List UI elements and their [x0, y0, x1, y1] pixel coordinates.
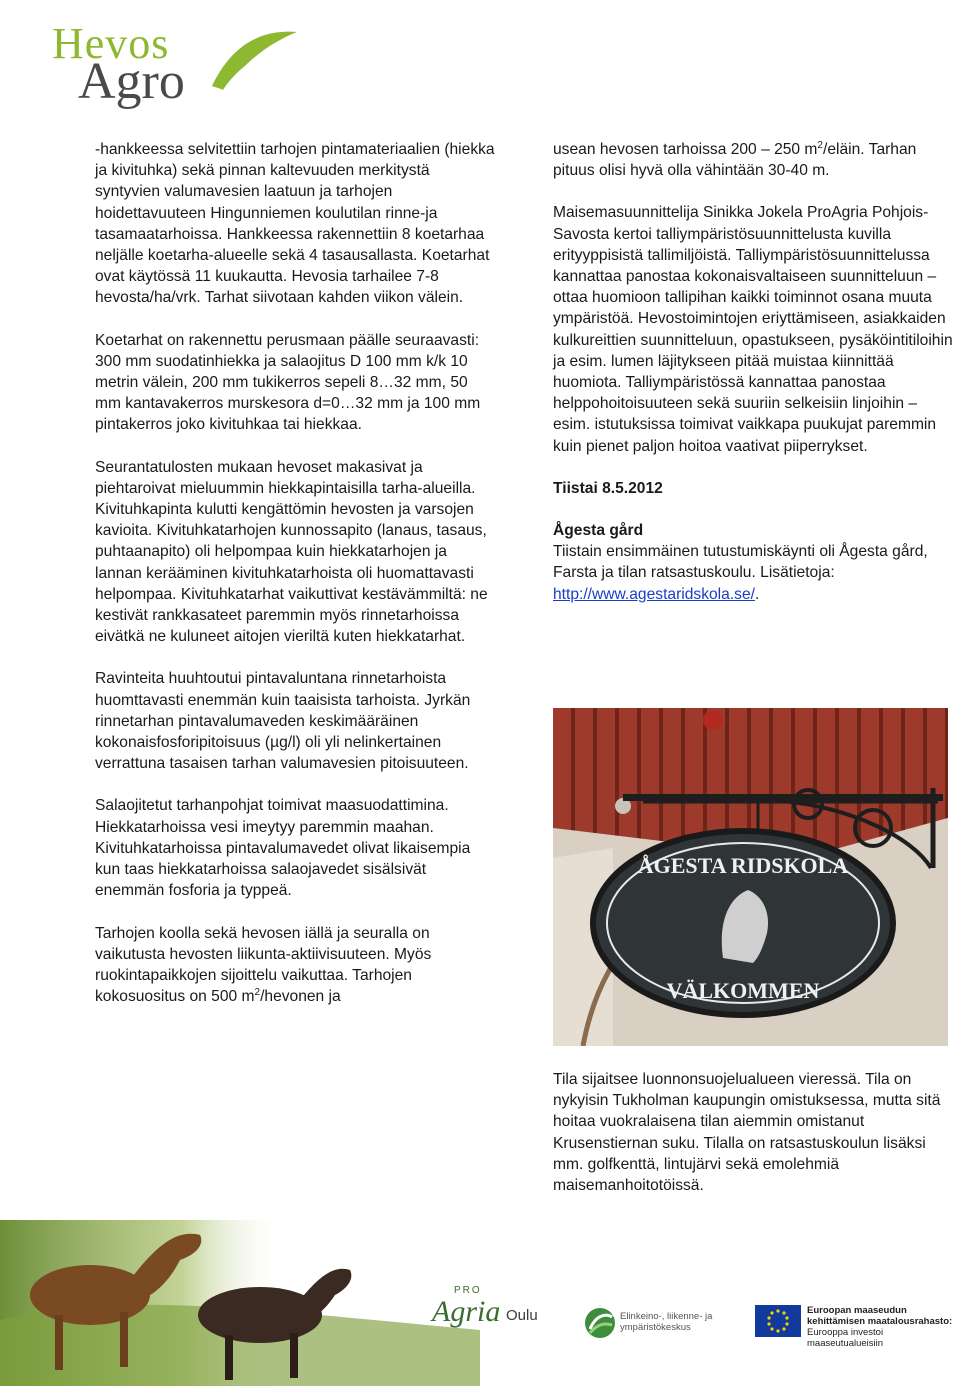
logo-word-agro: Agro [78, 53, 185, 110]
right-column-bottom [553, 1069, 953, 1217]
paragraph-construction: Koetarhat on rakennettu perusmaan päälle seuraavasti: 300 mm suodatinhiekka ja salaojitus D 100 mm k/k 10 metrin välein, 200 mm tukikerros sepeli 8…32 mm, 50 mm kantavakerros murskesora d=0…32 mm ja 100 mm pintakerros joko kivituhkaa tai hiekkaa. [95, 331, 481, 434]
paragraph-paddock-size: Tarhojen koolla sekä hevosen iällä ja seuralla on vaikutusta hevosten liikunta-aktiivisuuteen. Myös ruokintapaikkojen sijoittelu vaikuttaa. Tarhojen kokosuositus on 500 $m^2$/hevonen ja [95, 924, 432, 1006]
ely-text: Elinkeino-, liikenne- ja ympäristökeskus [620, 1311, 713, 1333]
paragraph-paddock-length: usean hevosen tarhoissa 200 – 250 $m^2$/eläin. Tarhan pituus olisi hyvä olla vähintään 30-40 m. [553, 139, 917, 180]
sign-bottom-text: VÄLKOMMEN [666, 978, 820, 1003]
agesta-link[interactable]: http://www.agestaridskola.se/ [553, 585, 755, 603]
right-column [553, 139, 953, 626]
place-heading: Ågesta gård [553, 522, 644, 540]
logo-word-hevos: Hevos [52, 19, 170, 68]
hevosagro-logo [52, 10, 302, 110]
proagria-oulu-logo [432, 1285, 552, 1345]
sign-top-text: ÅGESTA RIDSKOLA [637, 853, 849, 878]
ely-emblem-icon [584, 1305, 616, 1341]
date-heading: Tiistai 8.5.2012 [553, 479, 663, 497]
left-column [95, 139, 495, 1028]
paragraph-project-intro: -hankkeessa selvitettiin tarhojen pintamateriaalien (hiekka ja kivituhka) sekä pinnan kaltevuuden merkitystä syntyvien valumavesien laatuun ja tarhojen hoidettavuuteen Hingunniemen koulutilan rinne-ja tasamaatarhoissa. Hankkeessa rakennettiin 8 koetarhaa neljälle koetarha-alueelle sekä 4 tasausallasta. Koetarhat ovat käytössä 11 kuukautta. Hevosia tarhailee 7-8 hevosta/ha/vrk. Tarhat siivotaan kahden viikon välein. [95, 141, 495, 307]
paragraph-drainage: Salaojitetut tarhanpohjat toimivat maasuodattimina. Hiekkatarhoissa vesi imeytyy paremmin maahan. Kivituhkatarhoissa pintavalumavedet olivat likaisempia kun taas hiekkatarhoissa salaojavedet sisälsivät enemmän fosforia ja typpeä. [95, 797, 471, 900]
proagria-name: Agria [432, 1295, 501, 1328]
proagria-pro: PRO [454, 1285, 482, 1296]
paragraph-estate-description: Tila sijaitsee luonnonsuojelualueen vieressä. Tila on nykyisin Tukholman kaupungin omistuksessa, mutta sitä hoitaa vuokralaisena tilan aiemmin omistanut Krusenstiernan suku. Tilalla on ratsastuskoulun lisäksi mm. golfkenttä, lintujärvi sekä emolehmiä maisemanhoitotöissä. [553, 1071, 941, 1195]
proagria-city: Oulu [506, 1307, 538, 1324]
agesta-sign-photo [553, 708, 948, 1046]
eu-text: Euroopan maaseudun kehittämisen maatalousrahasto: Eurooppa investoi maaseutualueisiin [807, 1305, 953, 1349]
paragraph-nutrient-runoff: Ravinteita huuhtoutui pintavaluntana rinnetarhoista huomttavasti enemmän kuin taaisista tarhoista. Jyrkän rinnetarhan pintavalumaveden keskimääräinen kokonaisfosforipitoisuus (µg/l) oli yli nelinkertainen verrattuna tasaisen tarhan valumavesien pitoisuuteen. [95, 670, 471, 773]
eu-rural-fund-logo [755, 1303, 955, 1349]
eu-flag-icon [755, 1305, 801, 1337]
paragraph-monitoring-results: Seurantatulosten mukaan hevoset makasivat ja piehtaroivat mieluummin hiekkapintaisilla tarha-alueilla. Kivituhkapinta kulutti kengättömin hevosten ja varsojen kavioita. Kivituhkatarhojen kunnossapito (lanaus, tasaus, puhtaanapito) oli helpompaa kuin hiekkatarhojen ja lannan kerääminen kivituhkatarhoista oli huomattavasti helpompaa. Kivituhkatarhat vaikuttivat kestävämmiltä: ne kestivät rankkasateet paremmin myös rinnetarhoissa eivätkä ne kuluneet aitojen vieriltä kuten hiekkatarhat. [95, 458, 488, 646]
leaf-icon [202, 24, 302, 94]
ely-centre-logo [584, 1303, 744, 1343]
paragraph-landscape-planning: Maisemasuunnittelija Sinikka Jokela ProAgria Pohjois-Savosta kertoi talliympäristösuunnittelusta kuvilla erityyppisistä tallimiljöistä. Talliympäristösuunnittelussa kannattaa panostaa kokonaisvaltaiseen suunnitteluun – ottaa huomioon tallipihan kaikki toiminnot osana muuta ympäristöä. Hevostoimintojen eriyttämiseen, asiakkaiden kulkureittien suunnitteluun, opastukseen, pysäköintitiloihin ja esim. lumen läjitykseen pitää muistaa kiinnittää huomiota. Talliympäristössä kannattaa panostaa helppohoitoisuuteen sekä suuriin selkeisiin linjoihin – esim. istutuksissa toimivat vaikkapa puukujat paremmin kuin pienet paljon hoitoa vaativat piiperrykset. [553, 204, 953, 455]
paragraph-agesta-visit: Tiistain ensimmäinen tutustumiskäynti oli Ågesta gård, Farsta ja tilan ratsastuskoulu. Lisätietoja: http://www.agestaridskola.se/. [553, 543, 928, 603]
sign-illustration [553, 708, 948, 1046]
